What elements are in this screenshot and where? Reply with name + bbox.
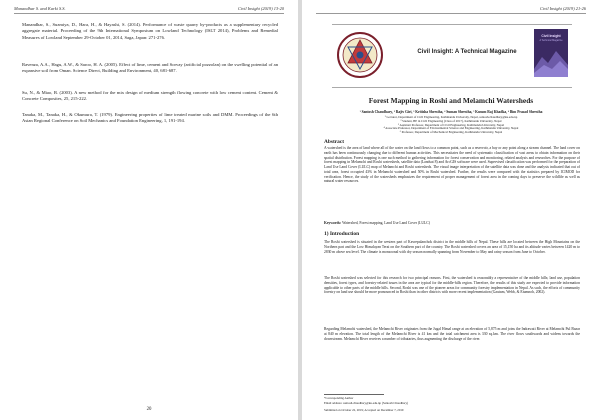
affiliations (332, 116, 570, 135)
affiliation-line: ¹ Lecturer, Department of Civil Engineering, Kathmandu University, Nepal, santosh.chaudhary@ku.edu.np (384, 115, 518, 119)
keywords-label: Keywords: (324, 221, 342, 225)
affiliation-line: ⁶ Professor, Department of Mechanical Engineering, Kathmandu University, Nepal (399, 130, 503, 135)
reference-item: Su, N., & Miao, B. (2003). A new method for the mix design of medium strength flowing concrete with low cement content. Cement & Concrete Composites, 25, 215-222. (22, 90, 278, 102)
footnote-submission: Submitted on October 22, 2019; Accepted on December 7, 2019 (324, 408, 404, 412)
reference-item: Manandhar, S., Suzmiya, D., Hara, H., & Hayashi, S. (2014). Performance of waste quarry by-products as a supplementary recycled aggregate material. Proceeding of the 9th International Symposium on Lowland Technology (ISLT 2014), Problems and Remedial Measures of Lowland September 29-October 01, 2014, Saga, Japan: 271-276. (22, 22, 278, 40)
page-number: 20 (146, 407, 152, 412)
reference-item: Tanaka, M., Tanaka, H., & Okumura, T. (1979). Engineering properties of lime treated marine soils and DMM. Proceedings of the 6th Asian Regional Conference on Soil Mechanics and Foundation Engineering, 1, 191-194. (22, 112, 278, 124)
abstract-text: A watershed is the area of land where all of the water on the land flows to a common point, such as a reservoir, a bay or any point along a stream channel. The land cover on earth has been continuously changing due to different human activities. This necessitates the need of systematic classification of vast areas to obtain information on their spatial distribution. Forest mapping is one such method to gathering information for forest conservation and monitoring, related analysis and researches. For the purpose of forest mapping in Melamchi and Roshi watersheds, satellite data (Landsat 8) and ArcGIS software were used. Supervised classification was performed for the preparation of Land Use Land Cover (LULC) map of Melamchi and Roshi watersheds. The visual image interpretation of the satellite data was done and the analysis indicated that out of total area, forest occupied 43% in Melamchi watershed and 50% in Roshi watershed. Further, the results were compared with the statistics prepared by ICIMOD for verification. Hence, the study of the watersheds emphasizes the requirement of proper management of forest area in the coming days to preserve the wildlife as well as natural water resources. (324, 146, 580, 184)
header-rule (14, 13, 284, 14)
affiliation-line: ² Student, BE in Civil Engineering (Class of 2017), Kathmandu University, Nepal (400, 118, 502, 123)
journal-banner (332, 24, 572, 88)
cover-art-icon (534, 29, 568, 77)
cover-title: Civil Insight (541, 34, 561, 38)
intro-paragraph: The Roshi watershed was selected for this research for two principal reasons. First, the watershed is reasonably a representative of the middle hills; land use, population densities, forest types, and forestry-related issues in the area are typical for the middle-hills region. Therefore, the results of this study are expected to provide information applicable to other parts of the middle hills. Second, Roshi was one of the pioneer areas for community forestry implementation in Nepal. As such, the efforts of community forestry on land use should be more pronounced in Roshi than in other districts with more recent implementation (Gautam, Webb, & Eiumnoh, 2002). (324, 276, 580, 295)
author-list: ¹ Santosh Chaudhary, ² Rajiv Giri, ³ Kritisha Shrestha, ⁴ Suman Shrestha, ⁵ Kusum Raj Khadka, ⁶ Bim Prasad Shrestha (359, 110, 543, 114)
right-page (302, 0, 600, 420)
introduction-heading: 1) Introduction (324, 231, 360, 237)
page-header-right: Civil Insight (2019) 21-26 (540, 6, 586, 11)
footnote-corresponding: *Corresponding Author (324, 396, 354, 400)
footnote-email: Email address: santosh.chaudhary@ku.edu.np (Santosh Chaudhary) (324, 401, 409, 405)
page-header-right: Civil Insight (2019) 13-20 (238, 6, 284, 11)
header-rule (316, 13, 586, 14)
footnote-rule (324, 394, 384, 395)
affiliation-line: ⁴ Associate Professor, Department of Environmental Science and Engineering, Kathmandu University, Nepal (383, 126, 519, 131)
abstract-heading: Abstract (324, 139, 345, 145)
intro-paragraph: Regarding Melamchi watershed, the Melamchi River originates from the Jugal Himal range at an elevation of 5,875 m and joins the Indrawati River at Melamchi Pul Bazar at 840 m elevation. The total length of the Melamchi River is 41 km and the total catchment area is 330 sq.km. The river flows southwards and widens towards the downstream. Melamchi River receives a number of tributaries, thus augmenting the discharge of the river. (324, 327, 580, 341)
keywords-text: Watershed, Forest mapping, Land Use Land Cover (LULC) (342, 221, 430, 225)
intro-paragraph: The Roshi watershed is situated in the western part of Kavrepalanchok district in the middle hills of Nepal. These hills are located between the High Mountains on the Northern part and the Low Himalayan Terai on the Southern part of the country. The Roshi watershed covers an area of 15,150 ha and its altitude varies between 1420 m to 2830 m above sea level. The climate is monsoonal with dry season normally spanning from November to May and rainy season from June to October. (324, 240, 580, 254)
reference-item: Ravenza, A.A., Hagu, A.W., & Saroo, H. A. (2005). Effect of lime, cement and Sorvay (artificial pozzolan) on the swelling potential of an expansive soil from Oman. Science Direct, Building and Environment, 40, 681-687. (22, 62, 278, 74)
keywords (324, 221, 580, 226)
cover-subtitle: A Technical Magazine (539, 39, 563, 42)
magazine-cover-image (534, 29, 568, 77)
page-header-left: Manandhar S. and Karki S.S. (14, 6, 66, 11)
journal-name: Civil Insight: A Technical Magazine (417, 49, 517, 55)
article-title: Forest Mapping in Roshi and Melamchi Watersheds (368, 96, 534, 105)
journal-logo-icon (336, 31, 384, 79)
left-page (0, 0, 298, 420)
affiliation-line: ³ Assistant Professor, Department of Civil Engineering, Kathmandu University, Nepal (397, 122, 505, 127)
